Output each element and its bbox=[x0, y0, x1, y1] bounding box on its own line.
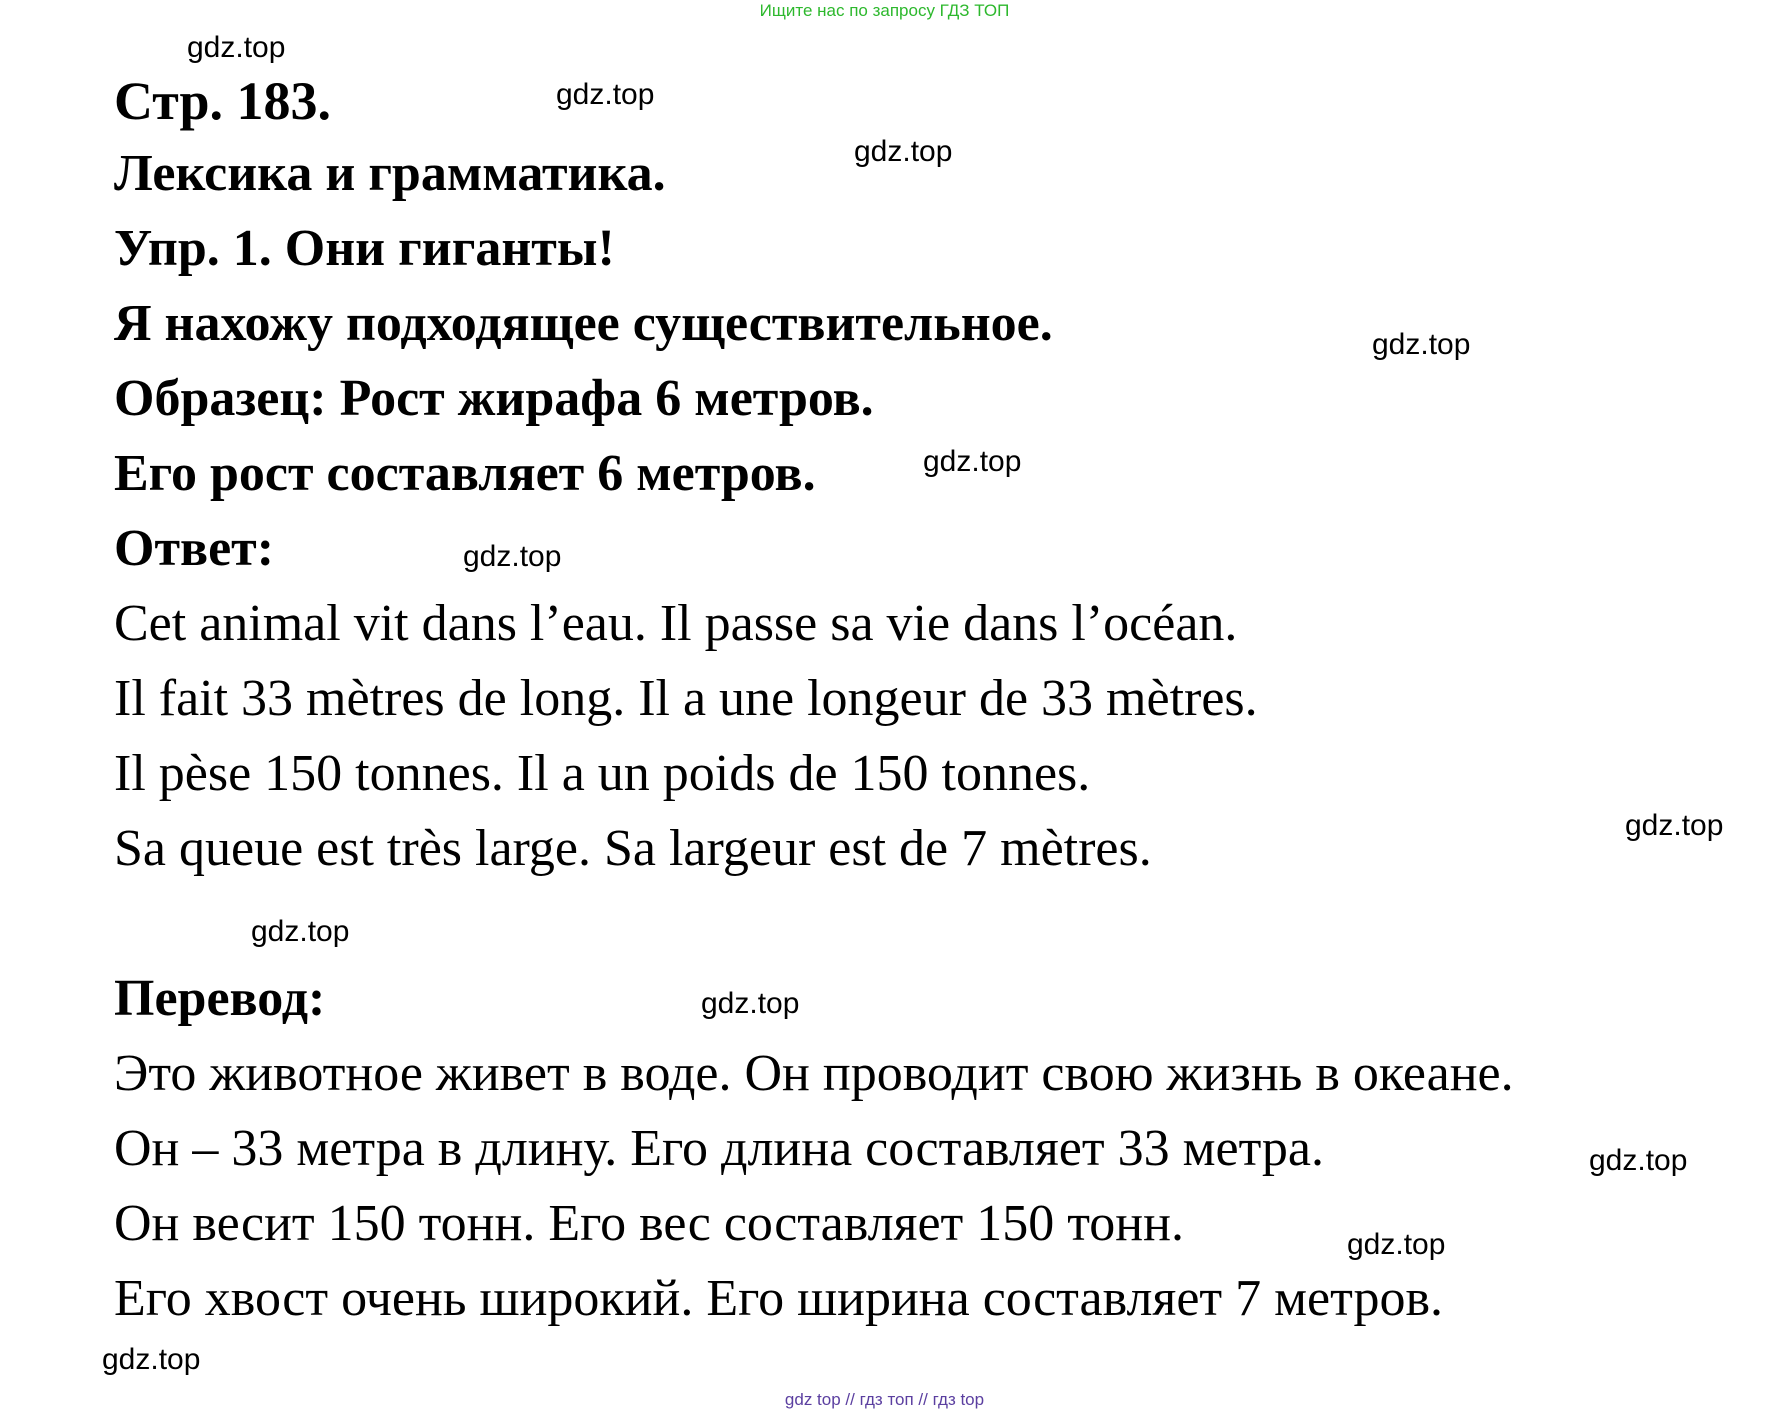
translation-line: Его хвост очень широкий. Его ширина составляет 7 метров. bbox=[114, 1270, 1444, 1327]
footer-links[interactable]: gdz top // гдз топ // гдз top bbox=[784, 1390, 985, 1409]
watermark: gdz.top bbox=[556, 78, 655, 111]
translation-line: Он весит 150 тонн. Его вес составляет 150 тонн. bbox=[114, 1195, 1184, 1252]
section-heading: Лексика и грамматика. bbox=[114, 145, 666, 202]
watermark: gdz.top bbox=[923, 445, 1022, 478]
watermark: gdz.top bbox=[701, 987, 800, 1020]
example-line-1: Образец: Рост жирафа 6 метров. bbox=[114, 370, 874, 427]
translation-line: Это животное живет в воде. Он проводит свою жизнь в океане. bbox=[114, 1045, 1514, 1102]
example-line-2: Его рост составляет 6 метров. bbox=[114, 445, 816, 502]
page-number-heading: Стр. 183. bbox=[114, 71, 332, 131]
top-banner[interactable]: Ищите нас по запросу ГДЗ ТОП bbox=[759, 1, 1010, 20]
watermark: gdz.top bbox=[463, 540, 562, 573]
watermark: gdz.top bbox=[1589, 1144, 1688, 1177]
answer-heading: Ответ: bbox=[114, 520, 275, 577]
exercise-heading: Упр. 1. Они гиганты! bbox=[114, 220, 615, 277]
watermark: gdz.top bbox=[854, 135, 953, 168]
watermark: gdz.top bbox=[1625, 809, 1724, 842]
answer-line: Cet animal vit dans l’eau. Il passe sa vie dans l’océan. bbox=[114, 595, 1238, 652]
watermark: gdz.top bbox=[251, 915, 350, 948]
watermark: gdz.top bbox=[1372, 328, 1471, 361]
watermark: gdz.top bbox=[1347, 1228, 1446, 1261]
watermark: gdz.top bbox=[102, 1343, 201, 1376]
answer-line: Il fait 33 mètres de long. Il a une longeur de 33 mètres. bbox=[114, 670, 1258, 727]
answer-line: Sa queue est très large. Sa largeur est de 7 mètres. bbox=[114, 820, 1152, 877]
task-text: Я нахожу подходящее существительное. bbox=[114, 295, 1053, 352]
translation-heading: Перевод: bbox=[114, 970, 326, 1027]
answer-line: Il pèse 150 tonnes. Il a un poids de 150 tonnes. bbox=[114, 745, 1091, 802]
watermark: gdz.top bbox=[187, 31, 286, 64]
translation-line: Он – 33 метра в длину. Его длина составляет 33 метра. bbox=[114, 1120, 1325, 1177]
